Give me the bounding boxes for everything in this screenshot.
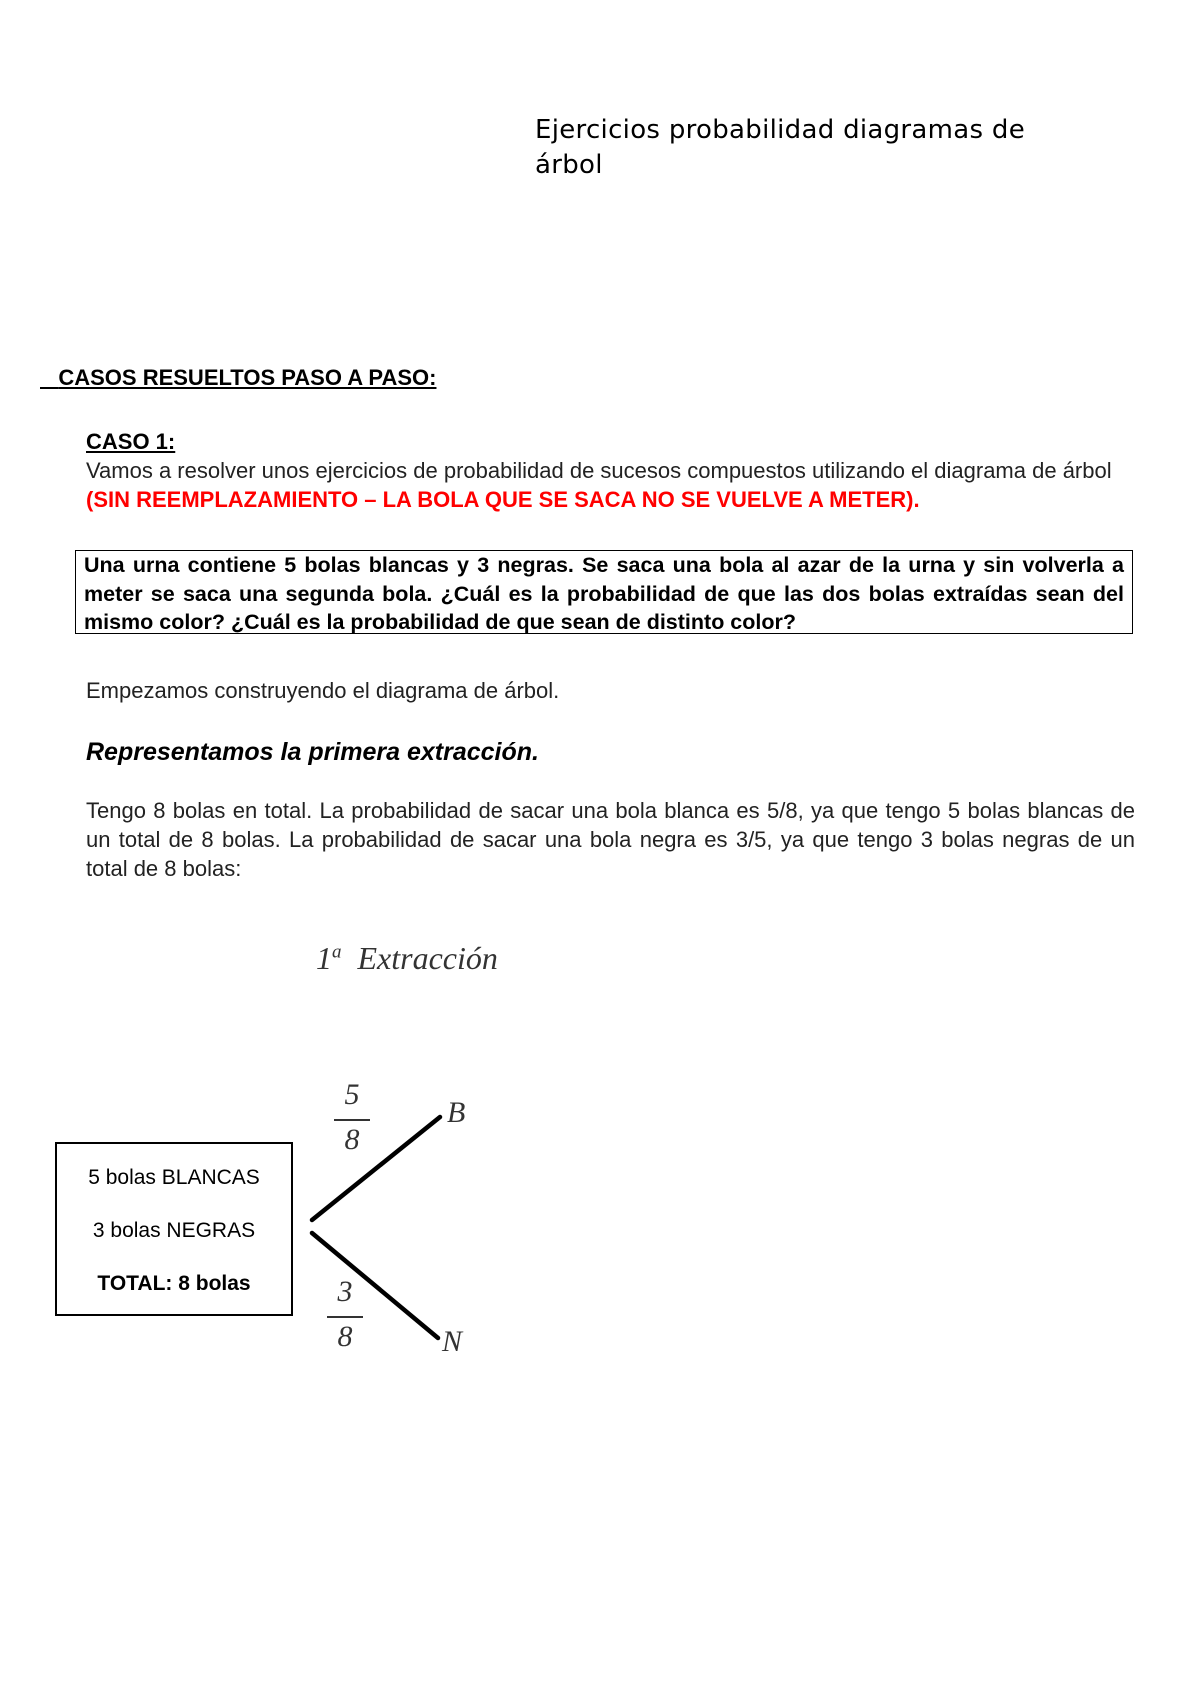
problem-statement-box: Una urna contiene 5 bolas blancas y 3 negras. Se saca una bola al azar de la urna y sin volverla a meter se saca una segunda bola. ¿Cuál es la probabilidad de que las dos bolas extraídas sean del mismo color? ¿Cuál es la probabilidad de que sean de distinto color?: [75, 550, 1133, 634]
case-warning-note: (SIN REEMPLAZAMIENTO – LA BOLA QUE SE SACA NO SE VUELVE A METER).: [86, 487, 920, 512]
probability-fraction-black: [325, 1275, 365, 1359]
start-paragraph: Empezamos construyendo el diagrama de árbol.: [86, 678, 560, 703]
fraction-numerator: 5: [344, 1078, 360, 1111]
fraction-denominator: 8: [337, 1320, 353, 1353]
fraction-denominator: 8: [344, 1123, 360, 1156]
step-subtitle: Representamos la primera extracción.: [86, 738, 539, 766]
total-ball-count: TOTAL: 8 bolas: [97, 1272, 251, 1295]
fraction-bar: [334, 1119, 370, 1121]
explanation-paragraph: Tengo 8 bolas en total. La probabilidad de sacar una bola blanca es 5/8, ya que tengo 5 bolas blancas de un total de 8 bolas. La probabilidad de sacar una bola negra es 3/5, ya que tengo 3 bolas negras de un total de 8 bolas:: [86, 798, 1135, 881]
extraction-word: Extracción: [357, 940, 498, 976]
probability-fraction-white: [332, 1078, 372, 1162]
white-ball-count: 5 bolas BLANCAS: [88, 1166, 260, 1189]
fraction-bar: [327, 1316, 363, 1318]
case-intro-text: Vamos a resolver unos ejercicios de probabilidad de sucesos compuestos utilizando el diagrama de árbol: [86, 458, 1112, 483]
document-title: Ejercicios probabilidad diagramas de árbol: [535, 115, 1026, 180]
node-black: N: [442, 1325, 463, 1358]
node-white: B: [447, 1096, 466, 1129]
section-heading-text: CASOS RESUELTOS PASO A PASO:: [58, 365, 437, 390]
fraction-numerator: 3: [337, 1275, 353, 1308]
case-label: CASO 1:: [86, 429, 176, 454]
black-ball-count: 3 bolas NEGRAS: [92, 1219, 256, 1242]
extraction-number: 1: [316, 940, 332, 976]
extraction-ordinal: a: [332, 941, 342, 963]
